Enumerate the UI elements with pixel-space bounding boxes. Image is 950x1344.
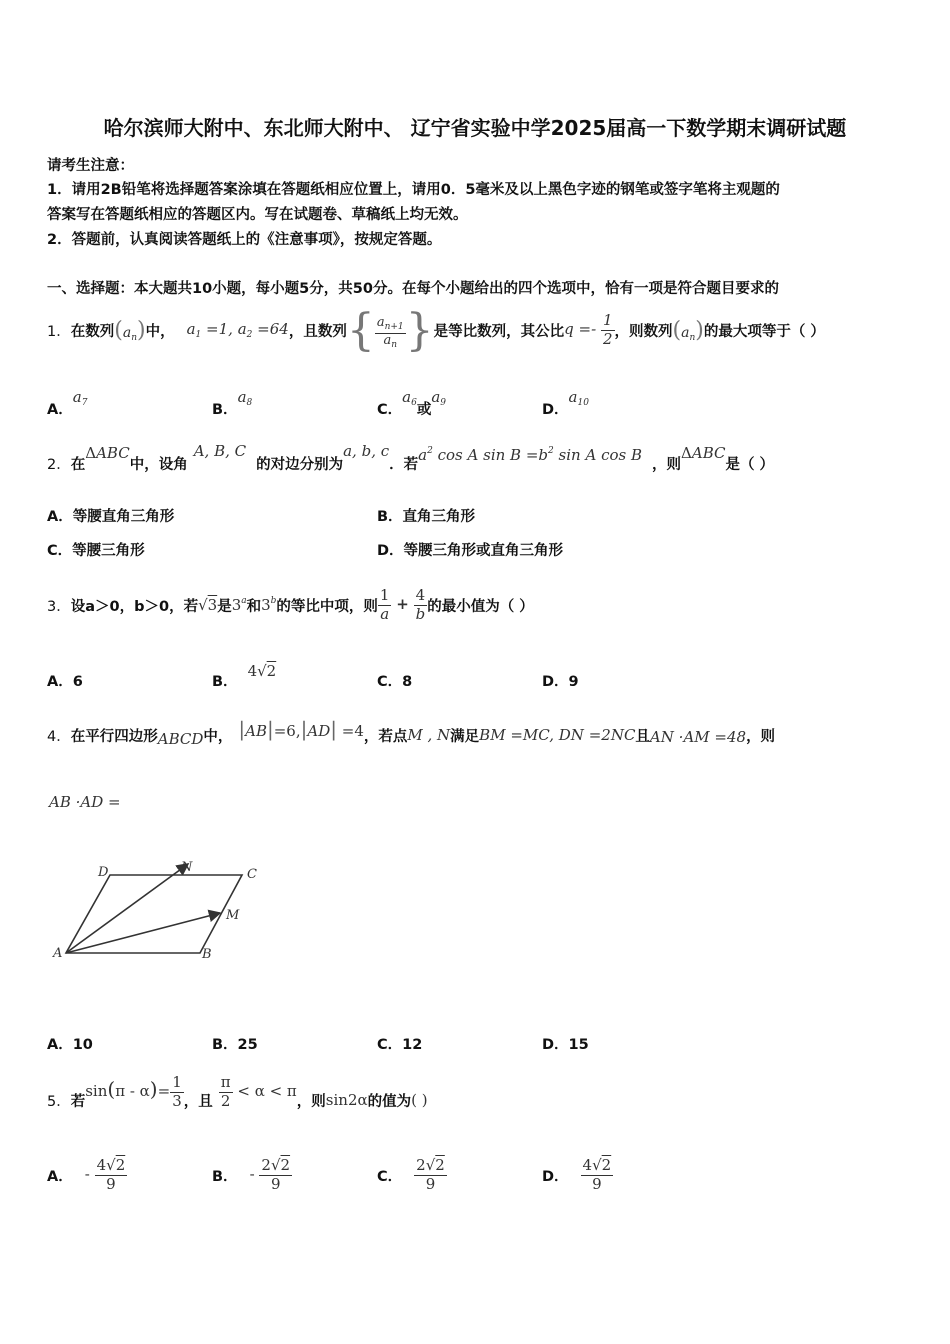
q3-text: 的最小值为（ ） [427, 598, 534, 615]
q2-option-b[interactable]: B．直角三角形 [377, 509, 476, 525]
q2-text: 在 [70, 456, 86, 473]
math-sin2a: sin2α [325, 1091, 368, 1109]
notice-line-3: 2．答题前，认真阅读答题纸上的《注意事项》，按规定答题。 [47, 232, 442, 248]
q5-option-d[interactable]: D． $\frac{4√2}{9}$ [542, 1156, 612, 1193]
q2-text: 中，设角 [129, 456, 188, 473]
q2-option-a[interactable]: A．等腰直角三角形 [47, 509, 175, 525]
math-ratio-q: q =- $\frac{1}{2}$ [564, 311, 613, 348]
math-condition: BM =MC, DN =2NC [479, 726, 636, 744]
math-expression: $\frac{1}{a}$ + $\frac{4}{b}$ [379, 586, 426, 623]
q5-number: 5． [47, 1093, 71, 1110]
math-triangle-abc: ΔABC [681, 444, 726, 462]
q3-text: 的等比中项，则 [276, 598, 378, 615]
q4-text: ，若点 [363, 728, 408, 745]
math-condition: $a^2$ cos A $\sin B =b^2$ sin A cos B [418, 446, 643, 464]
label-n: N [181, 860, 193, 875]
q3-option-b[interactable]: B．4√2 [212, 662, 277, 690]
q3-option-a[interactable]: A．6 [47, 674, 83, 690]
math-sequence-an: $(a_n)$ [672, 317, 704, 343]
math-sqrt3: √3 [198, 596, 218, 614]
math-points: M , N [407, 726, 451, 744]
q4-option-d[interactable]: D．15 [542, 1037, 589, 1053]
math-sides: a, b, c [343, 442, 390, 460]
option-label: B． [212, 402, 238, 418]
question-3 [47, 570, 534, 640]
q2-option-d[interactable]: D．等腰三角形或直角三角形 [377, 543, 564, 559]
label-a: A [53, 946, 63, 961]
math-triangle-abc: ΔABC [85, 444, 130, 462]
q5-text: 若 [70, 1093, 86, 1110]
section-heading: 一、选择题：本大题共10小题，每小题5分，共50分。在每个小题给出的四个选项中，恰有一项是符合题目要求的 [47, 281, 779, 297]
math-sequence-an: $(a_n)$ [114, 317, 146, 343]
q1-text: 中， [145, 323, 175, 340]
label-b: B [202, 947, 212, 962]
vector-an [66, 864, 188, 953]
label-c: C [247, 867, 257, 882]
q1-text: 在数列 [70, 323, 115, 340]
vector-am [66, 913, 220, 953]
math-abcd: ABCD [157, 730, 204, 748]
q5-option-b[interactable]: B． - $\frac{2√2}{9}$ [212, 1156, 291, 1193]
q3-option-c[interactable]: C．8 [377, 674, 413, 690]
q1-option-b[interactable]: B．$a_8$ [212, 388, 253, 418]
math-3a: 3$^a$ [231, 596, 247, 614]
q4-text: ，则 [746, 728, 776, 745]
label-d: D [98, 865, 109, 880]
q3-text: 设a＞0，b＞0，若 [70, 598, 199, 615]
q4-option-b[interactable]: B．25 [212, 1037, 258, 1053]
parallelogram-figure [48, 855, 268, 965]
q3-number: 3． [47, 598, 71, 615]
q1-option-c[interactable]: C．$a_6$或$a_9$ [377, 388, 447, 418]
q5-text: ( ) [411, 1091, 428, 1109]
q5-option-c[interactable]: C． $\frac{2√2}{9}$ [377, 1156, 445, 1193]
q5-text: 的值为 [367, 1093, 412, 1110]
q1-text: ，且数列 [288, 323, 347, 340]
q1-option-d[interactable]: D．$a_{10}$ [542, 388, 589, 418]
option-or: 或 [416, 402, 432, 418]
q4-option-a[interactable]: A．10 [47, 1037, 93, 1053]
q4-text: 满足 [450, 728, 480, 745]
option-label: B． [212, 1168, 238, 1185]
question-5 [47, 1065, 428, 1135]
question-1 [47, 300, 825, 360]
option-label: C． [377, 402, 403, 418]
math-sin-condition: sin(π - α)= $\frac{1}{3}$ [85, 1073, 182, 1110]
q4-text: 且 [635, 728, 650, 745]
option-label: D． [542, 1168, 569, 1185]
q3-text: 和 [246, 598, 262, 615]
label-m: M [226, 908, 240, 923]
math-dot-product: AN ·AM =48 [649, 728, 747, 746]
page-title: 哈尔滨师大附中、东北师大附中、 辽宁省实验中学2025届高一下数学期末调研试题 [103, 116, 847, 140]
math-lengths: |AB|=6,|AD| =4 [238, 717, 364, 741]
question-4 [47, 715, 775, 755]
q1-text: 是等比数列，其公比 [433, 323, 565, 340]
q2-text: ，则 [652, 456, 682, 473]
q4-option-c[interactable]: C．12 [377, 1037, 423, 1053]
option-label: D． [542, 402, 569, 418]
q1-text: ，则数列 [614, 323, 673, 340]
q1-text: 的最大项等于（ ） [703, 323, 825, 340]
q5-text: ，则 [296, 1093, 326, 1110]
question-2 [47, 443, 774, 483]
q4-text: 中， [203, 728, 233, 745]
math-ab-ad: AB ·AD = [49, 793, 121, 811]
math-ratio-sequence: { $\frac{a_{n+1}}{a_n}$ } [346, 304, 434, 356]
q5-option-a[interactable]: A． - $\frac{4√2}{9}$ [47, 1156, 126, 1193]
q4-text: 在平行四边形 [70, 728, 158, 745]
notice-line-1: 1．请用2B铅笔将选择题答案涂填在答题纸相应位置上，请用0．5毫米及以上黑色字迹的钢笔或签字笔将主观题的 [47, 182, 780, 198]
q2-text: 的对边分别为 [256, 456, 344, 473]
q1-option-a[interactable]: A．$a_7$ [47, 388, 88, 418]
math-initial-terms: $a_1 =1$, $a_2 =64$ [186, 320, 289, 340]
q2-number: 2． [47, 456, 71, 473]
q2-text: ．若 [389, 456, 419, 473]
q2-option-c[interactable]: C．等腰三角形 [47, 543, 145, 559]
option-label: A． [47, 402, 73, 418]
q5-text: ，且 [183, 1093, 213, 1110]
q1-number: 1． [47, 323, 71, 340]
notice-line-2: 答案写在答题纸相应的答题区内。写在试题卷、草稿纸上均无效。 [47, 207, 468, 223]
q2-text: 是（ ） [725, 456, 775, 473]
math-angles: A, B, C [193, 442, 247, 460]
math-alpha-range: $\frac{\pi}{2}$ < α < π [220, 1073, 297, 1110]
math-3b: 3$^b$ [261, 596, 277, 614]
option-label: A． [47, 1168, 73, 1185]
option-label: B． [212, 674, 238, 690]
option-label: C． [377, 1168, 403, 1185]
q3-text: 是 [217, 598, 232, 615]
q4-number: 4． [47, 728, 71, 745]
notice-heading: 请考生注意： [47, 158, 134, 174]
q3-option-d[interactable]: D．9 [542, 674, 579, 690]
